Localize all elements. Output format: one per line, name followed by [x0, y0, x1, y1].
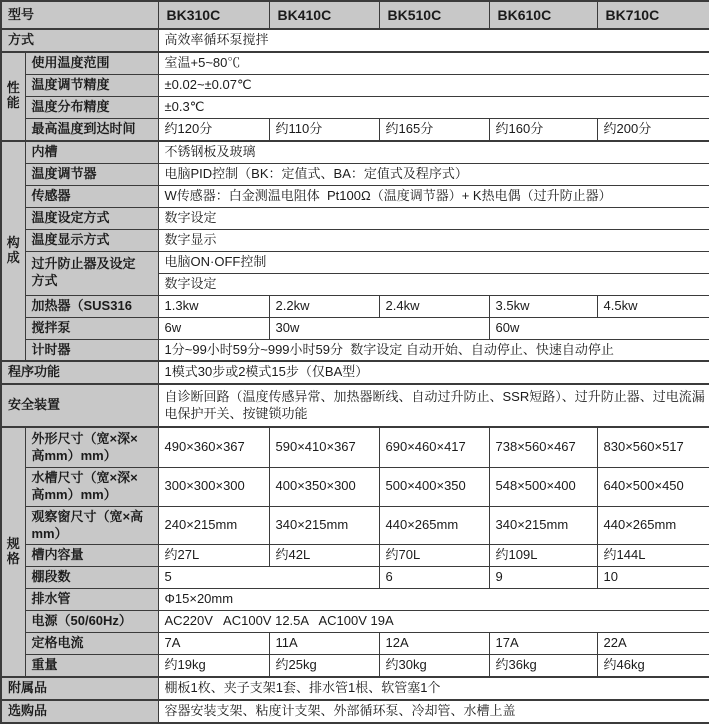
sensor-row: [1, 185, 709, 207]
model-header-label: 型号: [1, 1, 158, 29]
group-label-spec: 规格: [1, 427, 25, 677]
value-cell: 6: [379, 567, 489, 589]
model-name-bk610c: BK610C: [489, 1, 597, 29]
row-label: 外形尺寸（宽×深×高mm）mm）: [25, 427, 158, 467]
value-cell: 约110分: [269, 118, 379, 140]
weight-row: [1, 655, 709, 677]
value-cell: 7A: [158, 633, 269, 655]
value-cell: 440×265mm: [379, 506, 489, 545]
value-cell: 22A: [597, 633, 709, 655]
row-label: 温度显示方式: [25, 229, 158, 251]
value-cell: 1分~99小时59分~999小时59分 数字设定 自动开始、自动停止、快速自动停止: [158, 339, 709, 361]
row-label: 内槽: [25, 141, 158, 163]
row-label: 方式: [1, 29, 158, 52]
value-cell: W传感器：白金测温电阻体 Pt100Ω（温度调节器）+ K热电偶（过升防止器）: [158, 185, 709, 207]
value-cell: 约70L: [379, 545, 489, 567]
row-label: 附属品: [1, 677, 158, 700]
outer-dimension-row: [1, 427, 709, 467]
options-row: [1, 700, 709, 723]
stir-pump-row: [1, 317, 709, 339]
row-label: 电源（50/60Hz）: [25, 611, 158, 633]
value-cell: 2.4kw: [379, 295, 489, 317]
value-cell: ±0.02~±0.07℃: [158, 74, 709, 96]
model-name-bk510c: BK510C: [379, 1, 489, 29]
timer-row: [1, 339, 709, 361]
tank-dimension-row: [1, 467, 709, 506]
row-label: 搅拌泵: [25, 317, 158, 339]
value-cell: 340×215mm: [269, 506, 379, 545]
value-cell: 约160分: [489, 118, 597, 140]
value-cell: Φ15×20mm: [158, 589, 709, 611]
row-label: 棚段数: [25, 567, 158, 589]
value-cell: 17A: [489, 633, 597, 655]
drain-pipe-row: [1, 589, 709, 611]
value-cell: 高效率循环泵搅拌: [158, 29, 709, 52]
group-label-performance: 性能: [1, 52, 25, 141]
temp-set-method-row: [1, 207, 709, 229]
value-cell: 590×410×367: [269, 427, 379, 467]
value-cell: 500×400×350: [379, 467, 489, 506]
inner-tank-row: [1, 141, 709, 163]
value-cell: 室温+5~80℃: [158, 52, 709, 74]
value-cell: 约30kg: [379, 655, 489, 677]
value-cell: 830×560×517: [597, 427, 709, 467]
temp-accuracy-row: [1, 74, 709, 96]
value-cell: 约165分: [379, 118, 489, 140]
value-cell: 2.2kw: [269, 295, 379, 317]
value-cell: 约120分: [158, 118, 269, 140]
value-cell: 数字显示: [158, 229, 709, 251]
value-cell: 3.5kw: [489, 295, 597, 317]
value-cell: 11A: [269, 633, 379, 655]
row-label: 排水管: [25, 589, 158, 611]
value-cell: 10: [597, 567, 709, 589]
program-function-row: [1, 361, 709, 384]
value-cell: 约25kg: [269, 655, 379, 677]
value-cell: 数字设定: [158, 207, 709, 229]
row-label: 加热器（SUS316: [25, 295, 158, 317]
safety-device-row: [1, 384, 709, 427]
value-cell: 400×350×300: [269, 467, 379, 506]
temp-range-row: [1, 52, 709, 74]
capacity-row: [1, 545, 709, 567]
value-cell: 约144L: [597, 545, 709, 567]
row-label: 计时器: [25, 339, 158, 361]
shelf-count-row: [1, 567, 709, 589]
temp-display-method-row: [1, 229, 709, 251]
value-cell: 738×560×467: [489, 427, 597, 467]
row-label: 安全装置: [1, 384, 158, 427]
value-cell: 640×500×450: [597, 467, 709, 506]
value-cell: 690×460×417: [379, 427, 489, 467]
row-label: 使用温度范围: [25, 52, 158, 74]
value-cell: 5: [158, 567, 379, 589]
row-label: 温度设定方式: [25, 207, 158, 229]
row-label: 水槽尺寸（宽×深×高mm）mm）: [25, 467, 158, 506]
value-cell: 9: [489, 567, 597, 589]
value-cell: 容器安装支架、粘度计支架、外部循环泵、冷却管、水槽上盖: [158, 700, 709, 723]
row-label: 过升防止器及设定方式: [25, 251, 158, 295]
row-label: 槽内容量: [25, 545, 158, 567]
value-cell: 1模式30步或2模式15步（仅BA型）: [158, 361, 709, 384]
value-cell: 300×300×300: [158, 467, 269, 506]
row-label: 选购品: [1, 700, 158, 723]
value-cell: 电脑ON·OFF控制: [158, 251, 709, 273]
model-name-bk310c: BK310C: [158, 1, 269, 29]
model-name-bk710c: BK710C: [597, 1, 709, 29]
method-row: [1, 29, 709, 52]
value-cell: 1.3kw: [158, 295, 269, 317]
overheat-protect-row-1: [1, 251, 709, 273]
value-cell: 自诊断回路（温度传感异常、加热器断线、自动过升防止、SSR短路）、过升防止器、过电流漏电保护开关、按键锁功能: [158, 384, 709, 427]
value-cell: 约19kg: [158, 655, 269, 677]
row-label: 温度分布精度: [25, 96, 158, 118]
value-cell: 490×360×367: [158, 427, 269, 467]
value-cell: 240×215mm: [158, 506, 269, 545]
power-row: [1, 611, 709, 633]
group-label-construction: 构成: [1, 141, 25, 362]
row-label: 最高温度到达时间: [25, 118, 158, 140]
value-cell: 电脑PID控制（BK：定值式、BA：定值式及程序式）: [158, 163, 709, 185]
value-cell: 12A: [379, 633, 489, 655]
value-cell: 440×265mm: [597, 506, 709, 545]
value-cell: 30w: [269, 317, 489, 339]
value-cell: 548×500×400: [489, 467, 597, 506]
row-label: 程序功能: [1, 361, 158, 384]
value-cell: 数字设定: [158, 273, 709, 295]
row-label: 温度调节器: [25, 163, 158, 185]
heater-row: [1, 295, 709, 317]
row-label: 温度调节精度: [25, 74, 158, 96]
value-cell: ±0.3℃: [158, 96, 709, 118]
value-cell: 不锈钢板及玻璃: [158, 141, 709, 163]
value-cell: 约200分: [597, 118, 709, 140]
value-cell: 约46kg: [597, 655, 709, 677]
temp-distribution-row: [1, 96, 709, 118]
value-cell: 60w: [489, 317, 709, 339]
row-label: 观察窗尺寸（宽×高mm）: [25, 506, 158, 545]
row-label: 重量: [25, 655, 158, 677]
value-cell: 约42L: [269, 545, 379, 567]
value-cell: 约36kg: [489, 655, 597, 677]
value-cell: 棚板1枚、夹子支架1套、排水管1根、软管塞1个: [158, 677, 709, 700]
row-label: 定格电流: [25, 633, 158, 655]
value-cell: 4.5kw: [597, 295, 709, 317]
value-cell: 340×215mm: [489, 506, 597, 545]
model-name-bk410c: BK410C: [269, 1, 379, 29]
value-cell: 6w: [158, 317, 269, 339]
value-cell: AC220V AC100V 12.5A AC100V 19A: [158, 611, 709, 633]
model-header-row: [1, 1, 709, 29]
controller-row: [1, 163, 709, 185]
rated-current-row: [1, 633, 709, 655]
value-cell: 约109L: [489, 545, 597, 567]
accessories-row: [1, 677, 709, 700]
value-cell: 约27L: [158, 545, 269, 567]
window-dimension-row: [1, 506, 709, 545]
row-label: 传感器: [25, 185, 158, 207]
max-temp-time-row: [1, 118, 709, 140]
